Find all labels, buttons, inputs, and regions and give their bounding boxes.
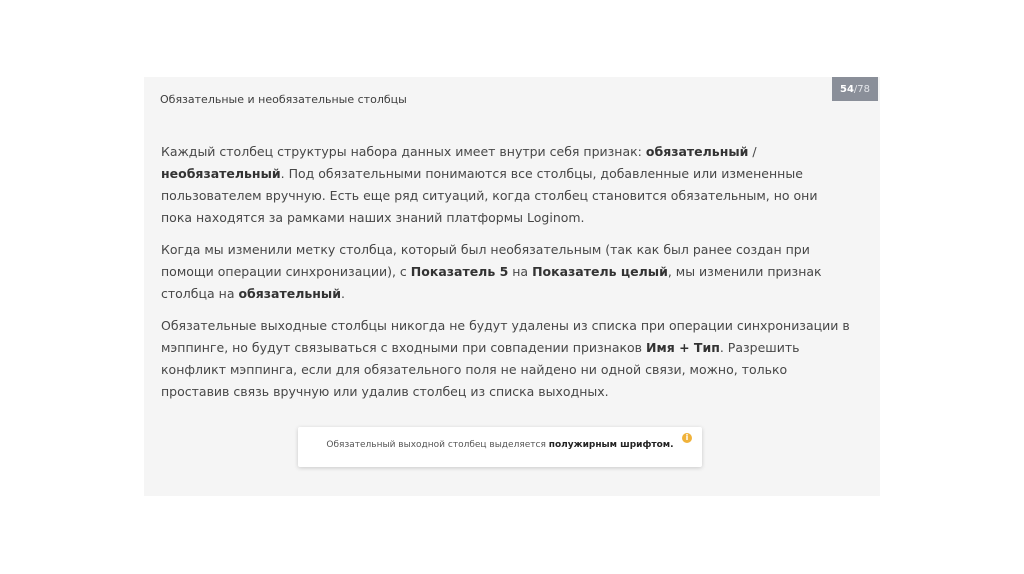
- paragraph-1: [161, 141, 851, 229]
- bold-text: Показатель 5: [410, 264, 509, 279]
- slide: [144, 77, 880, 496]
- text: /: [748, 144, 757, 159]
- page-total: 78: [857, 83, 871, 95]
- page-counter: [832, 77, 878, 101]
- text: . Под обязательными понимаются все столбцы, добавленные или измененные пользователем вручную. Есть еще ряд ситуаций, когда столбец становится обязательным, но они пока находятся за рамками наших знаний платформы Loginom.: [161, 166, 818, 225]
- bold-text: Имя + Тип: [646, 340, 720, 355]
- paragraph-3: [161, 315, 851, 403]
- info-note: [298, 427, 702, 467]
- text: . Разрешить конфликт мэппинга, если для обязательного поля не найдено ни одной связи, можно, только проставив связь вручную или удалив столбец из списка выходных.: [161, 340, 800, 399]
- bold-text: обязательный: [645, 144, 749, 159]
- bold-text: полужирным шрифтом.: [548, 440, 674, 450]
- paragraph-2: [161, 239, 851, 305]
- page-current: 54: [839, 83, 854, 95]
- bold-text: обязательный: [238, 286, 341, 301]
- info-icon: i: [682, 433, 692, 443]
- text: Обязательный выходной столбец выделяется: [326, 440, 549, 450]
- text: на: [508, 264, 533, 279]
- slide-content: [161, 141, 851, 413]
- bold-text: необязательный: [161, 166, 281, 181]
- text: , мы изменили признак столбца на: [161, 264, 822, 301]
- slide-title: Обязательные и необязательные столбцы: [160, 93, 407, 106]
- text: Обязательные выходные столбцы никогда не будут удалены из списка при операции синхронизации в мэппинге, но будут связываться с входными при совпадении признаков: [161, 318, 850, 355]
- note-text: [298, 440, 702, 450]
- text: .: [340, 286, 345, 301]
- bold-text: Показатель целый: [532, 264, 668, 279]
- text: Каждый столбец структуры набора данных имеет внутри себя признак:: [161, 144, 646, 159]
- page-separator: /: [853, 83, 858, 95]
- text: Когда мы изменили метку столбца, который был необязательным (так как был ранее создан при помощи операции синхронизации), с: [161, 242, 810, 279]
